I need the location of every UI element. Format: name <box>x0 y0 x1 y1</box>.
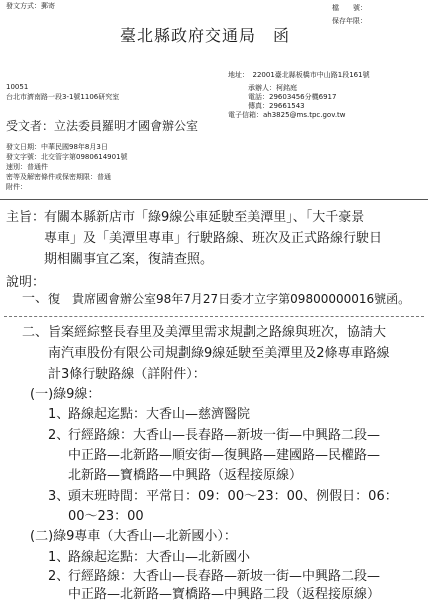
subject-line: 期相關事宜乙案，復請查照。 <box>44 252 214 267</box>
route-item-number: 2、 <box>48 569 70 584</box>
divider-line <box>0 199 428 200</box>
item-line: 南汽車股份有限公司規劃綠9線延駛至美潭里及2條專車路線 <box>48 346 390 361</box>
recipient-label: 受文者： <box>6 119 55 133</box>
agency-handler: 承辦人：柯銘庭 <box>248 84 297 92</box>
issue-date: 發文日期：中華民國98年8月3日 <box>6 143 108 151</box>
route-item-line: 中正路—北新路—順安街—復興路—建國路—民權路— <box>68 448 381 463</box>
dashed-divider <box>4 316 424 317</box>
item-line: 旨案經綜整長春里及美潭里需求規劃之路線與班次，協請大 <box>48 325 387 340</box>
route-item-line: 行經路線：大香山—長春路—新坡一街—中興路二段— <box>68 428 381 443</box>
send-method: 發文方式：郵寄 <box>6 2 55 10</box>
subject-line: 有關本縣新店市「綠9線公車延駛至美潭里」、「大千豪景 <box>44 210 365 225</box>
route-item-number: 1、 <box>48 550 70 565</box>
recipient-zip: 10051 <box>6 83 29 91</box>
recipient-block <box>6 119 198 133</box>
explanation-label: 說明： <box>6 275 46 290</box>
agency-email: 電子信箱：ah3825@ms.tpc.gov.tw <box>228 111 346 119</box>
route-heading: (一)綠9線： <box>30 387 101 402</box>
agency-address: 地址： 22001臺北縣板橋市中山路1段161號 <box>228 71 370 79</box>
agency-fax: 傳真：29661543 <box>248 102 305 110</box>
recipient-name: 立法委員羅明才國會辦公室 <box>54 119 199 133</box>
attachment-label: 附件： <box>6 183 27 191</box>
route-item-line: 路線起迄點：大香山—北新國小 <box>68 550 251 565</box>
document-title: 臺北縣政府交通局 函 <box>120 26 291 45</box>
agency-phone: 電話：29603456分機6917 <box>248 93 337 101</box>
route-item-number: 2、 <box>48 428 70 443</box>
subject-line: 專車」及「美潭里專車」行駛路線、班次及正式路線行駛日 <box>44 231 383 246</box>
speed-class: 速別：普通件 <box>6 163 48 171</box>
route-item-line: 路線起迄點：大香山—慈濟醫院 <box>68 407 251 422</box>
route-heading: (二)綠9專車（大香山—北新國小）： <box>30 529 237 544</box>
route-item-number: 1、 <box>48 407 70 422</box>
route-item-number: 3、 <box>48 489 70 504</box>
route-item-line: 頭末班時間：平常日：09：00～23：00、例假日：06： <box>68 489 398 504</box>
item-number: 一、 <box>22 291 49 306</box>
item-number: 二、 <box>22 325 49 340</box>
route-item-line: 北新路—寶橋路—中興路（返程接原線） <box>68 468 303 483</box>
subject-label: 主旨： <box>6 210 46 225</box>
route-item-line: 中正路—北新路—寶橋路—中興路二段（返程接原線） <box>68 587 381 602</box>
retention-label: 保存年限： <box>332 17 367 25</box>
file-number-label: 檔 號： <box>332 4 367 12</box>
route-item-line: 行經路線：大香山—長春路—新坡一街—中興路二段— <box>68 569 381 584</box>
security-level: 密等及解密條件或保密期限：普通 <box>6 173 111 181</box>
route-item-line: 00～23：00 <box>68 509 144 524</box>
item-line: 復 貴席國會辦公室98年7月27日委才立字第09800000016號函。 <box>48 292 411 306</box>
issue-number: 發文字號：北交管字第0980614901號 <box>6 153 128 161</box>
recipient-address: 台北市濟南路一段3-1號1106研究室 <box>6 93 120 101</box>
item-line: 計3條行駛路線（詳附件）： <box>48 367 206 382</box>
